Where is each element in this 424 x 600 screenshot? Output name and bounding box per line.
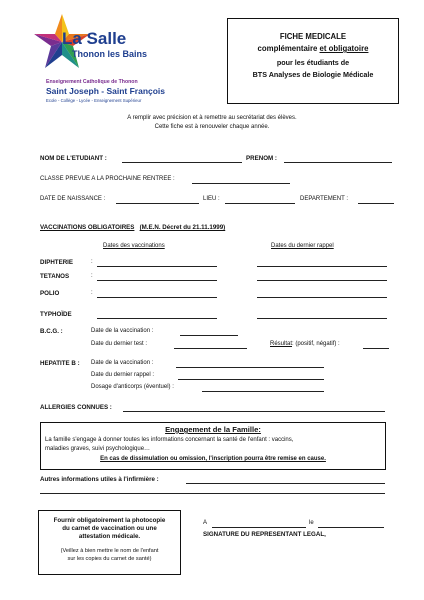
field-diphterie-vaccination[interactable] <box>97 266 217 267</box>
label-allergies: ALLERGIES CONNUES : <box>40 404 112 411</box>
header-subtitle <box>228 44 398 53</box>
header-subtitle-pre: complémentaire <box>257 44 320 53</box>
engagement-text1: La famille s'engage à donner toutes les informations concernant la santé de l'enfant : vaccins, <box>45 437 294 443</box>
label-prenom: PRENOM : <box>246 155 277 162</box>
vaccins-heading: VACCINATIONS OBLIGATOIRES <box>40 224 135 231</box>
label-a: A <box>203 520 208 526</box>
field-typhoide-rappel[interactable] <box>257 318 387 319</box>
field-hep-rappel[interactable] <box>178 379 324 380</box>
intro-line1: A remplir avec précision et à remettre au secrétariat des élèves. <box>127 115 297 121</box>
notice-line5: sur les copies du carnet de santé) <box>67 556 152 562</box>
label-hep-dosage: Dosage d'anticorps (éventuel) : <box>91 384 174 390</box>
intro-line2: Cette fiche est à renouveler chaque année. <box>154 124 270 130</box>
field-le-date[interactable] <box>318 527 384 528</box>
engagement-text2: maladies graves, suivi psychologique… <box>45 446 151 452</box>
field-bcg-date[interactable] <box>180 335 238 336</box>
field-allergies[interactable] <box>123 411 385 412</box>
header-title: FICHE MEDICALE <box>279 32 347 41</box>
label-naissance: DATE DE NAISSANCE : <box>40 196 106 202</box>
notice-line2: du carnet de vaccination ou une <box>62 525 157 532</box>
notice-line3: attestation médicale. <box>78 533 141 540</box>
field-naissance[interactable] <box>116 203 199 204</box>
label-tetanos: TETANOS <box>40 273 70 280</box>
label-bcg-dernier-test: Date du dernier test : <box>91 341 148 347</box>
notice-line4: (Veillez à bien mettre le nom de l'enfant <box>60 548 159 554</box>
field-classe[interactable] <box>192 183 290 184</box>
header-line3: pour les étudiants de <box>276 58 350 67</box>
field-polio-rappel[interactable] <box>257 297 387 298</box>
field-diphterie-rappel[interactable] <box>257 266 387 267</box>
colon: : <box>91 290 93 296</box>
logo-levels: Ecole - Collège - Lycée - Enseignement Supérieur <box>46 98 142 103</box>
label-bcg-date: Date de la vaccination : <box>91 328 154 334</box>
label-le: le <box>309 520 314 526</box>
notice-box <box>38 510 181 575</box>
label-departement: DEPARTEMENT : <box>300 196 349 202</box>
header-line4: BTS Analyses de Biologie Médicale <box>252 70 374 79</box>
field-hep-date[interactable] <box>176 367 324 368</box>
field-departement[interactable] <box>358 203 394 204</box>
field-autres-1[interactable] <box>186 483 385 484</box>
engagement-warning: En cas de dissimulation ou omission, l'inscription pourra être remise en cause. <box>100 456 326 462</box>
field-hep-dosage[interactable] <box>202 391 324 392</box>
school-logo <box>32 12 182 107</box>
field-prenom[interactable] <box>284 162 392 163</box>
header-box <box>227 18 399 104</box>
field-a-lieu[interactable] <box>212 527 306 528</box>
field-resultat[interactable] <box>363 348 389 349</box>
col-dates-vaccinations: Dates des vaccinations <box>103 243 165 249</box>
engagement-title: Engagement de la Famille: <box>165 425 261 434</box>
label-classe: CLASSE PREVUE A LA PROCHAINE RENTREE : <box>40 176 175 182</box>
field-tetanos-rappel[interactable] <box>257 280 387 281</box>
label-resultat-rest: : (positif, négatif) : <box>292 341 340 347</box>
logo-school: Saint Joseph - Saint François <box>46 86 166 96</box>
vaccins-decret: (M.E.N. Décret du 21.11.1999) <box>139 224 226 231</box>
field-lieu[interactable] <box>225 203 295 204</box>
label-nom: NOM DE L'ETUDIANT : <box>40 155 107 162</box>
colon: : <box>91 273 93 279</box>
logo-org: Enseignement Catholique de Thonon <box>46 79 138 85</box>
vaccins-heading-row <box>40 224 225 231</box>
label-lieu: LIEU : <box>203 196 220 202</box>
col-dates-rappel: Dates du dernier rappel <box>271 243 334 249</box>
engagement-box <box>40 422 386 470</box>
field-typhoide-vaccination[interactable] <box>97 318 217 319</box>
label-resultat-word: Résultat <box>270 341 293 347</box>
label-typhoide: TYPHOÏDE <box>40 311 72 318</box>
signature-label: SIGNATURE DU REPRESENTANT LEGAL, <box>203 531 326 538</box>
label-diphterie: DIPHTERIE <box>40 259 74 266</box>
label-hep-rappel: Date du dernier rappel : <box>91 372 155 378</box>
label-hepatite-b: HEPATITE B : <box>40 360 80 367</box>
label-hep-date: Date de la vaccination : <box>91 360 154 366</box>
label-autres: Autres informations utiles à l'infirmière : <box>40 476 159 483</box>
field-tetanos-vaccination[interactable] <box>97 280 217 281</box>
header-subtitle-underlined: et obligatoire <box>319 44 369 53</box>
logo-name-line2: Thonon les Bains <box>72 49 148 59</box>
logo-name-line1: La Salle <box>62 29 127 48</box>
field-nom[interactable] <box>122 162 242 163</box>
signature-area[interactable] <box>203 542 383 582</box>
field-polio-vaccination[interactable] <box>97 297 217 298</box>
label-polio: POLIO <box>40 290 60 297</box>
field-bcg-dernier-test[interactable] <box>174 348 247 349</box>
field-autres-2[interactable] <box>40 493 385 494</box>
label-bcg: B.C.G. : <box>40 328 63 335</box>
label-resultat <box>270 341 340 348</box>
notice-line1: Fournir obligatoirement la photocopie <box>53 517 166 524</box>
colon: : <box>91 259 93 265</box>
